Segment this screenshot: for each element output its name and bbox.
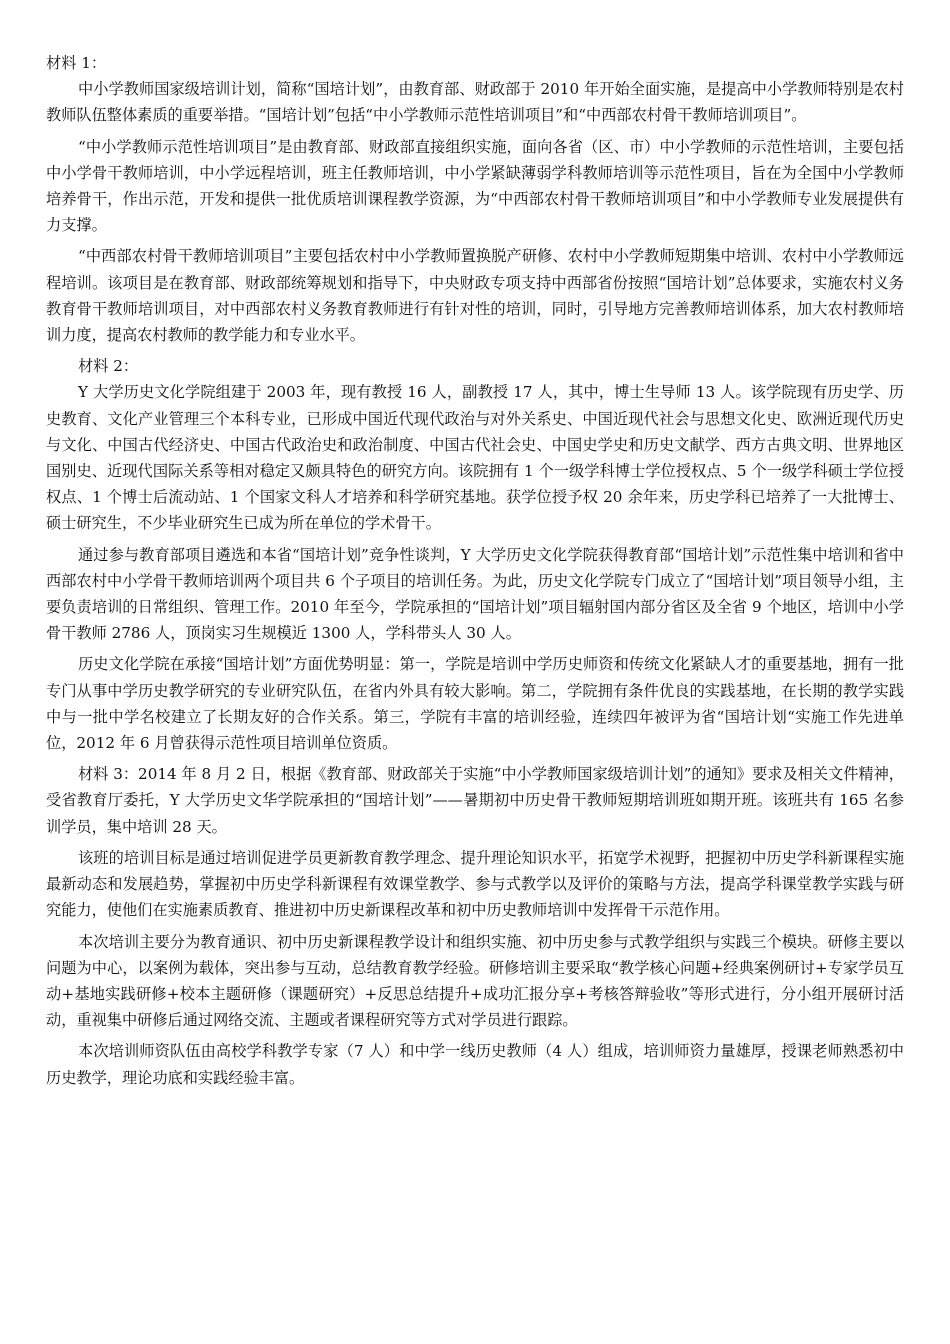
material-1-paragraph: “中西部农村骨干教师培训项目”主要包括农村中小学教师置换脱产研修、农村中小学教师短期集中培训、农村中小学教师远程培训。该项目是在教育部、财政部统筹规划和指导下，中央财政专项支持中西部省份按照“国培计划”总体要求，实施农村义务教育骨干教师培训项目，对中西部农村义务教育教师进行有针对性的培训，同时，引导地方完善教师培训体系，加大农村教师培训力度，提高农村教师的教学能力和专业水平。 — [46, 247, 904, 345]
material-1-paragraph: “中小学教师示范性培训项目”是由教育部、财政部直接组织实施，面向各省（区、市）中小学教师的示范性培训，主要包括中小学骨干教师培训，中小学远程培训，班主任教师培训，中小学紧缺薄弱学科教师培训等示范性项目，旨在为全国中小学教师培养骨干，作出示范，开发和提供一批优质培训课程教学资源，为“中西部农村骨干教师培训项目”和中小学教师专业发展提供有力支撑。 — [46, 137, 904, 235]
material-2-paragraph: 通过参与教育部项目遴选和本省“国培计划”竞争性谈判，Y 大学历史文化学院获得教育部“国培计划”示范性集中培训和省中西部农村中小学骨干教师培训两个项目共 6 个子项目的培训任务。为此，历史文化学院专门成立了“国培计划”项目领导小组，主要负责培训的日常组织、管理工作。2010 年至今，学院承担的“国培计划”项目辐射国内部分省区及全省 9 个地区，培训中小学骨干教师 2786 人，顶岗实习生规模近 1300 人，学科带头人 30 人。 — [46, 545, 904, 643]
material-3-paragraph: 材料 3：2014 年 8 月 2 日，根据《教育部、财政部关于实施“中小学教师国家级培训计划”的通知》要求及相关文件精神，受省教育厅委托，Y 大学历史文华学院承担的“国培计划”——暑期初中历史骨干教师短期培训班如期开班。该班共有 165 名参训学员，集中培训 28 天。 — [46, 765, 904, 836]
material-2-heading: 材料 2： — [78, 357, 139, 376]
material-3-paragraph: 本次培训主要分为教育通识、初中历史新课程教学设计和组织实施、初中历史参与式教学组织与实践三个模块。研修主要以问题为中心，以案例为载体，突出参与互动，总结教育教学经验。研修培训主要采取“教学核心问题+经典案例研讨+专家学员互动+基地实践研修+校本主题研修（课题研究）+反思总结提升+成功汇报分享+考核答辩验收”等形式进行，分小组开展研讨活动，重视集中研修后通过网络交流、主题或者课程研究等方式对学员进行跟踪。 — [46, 932, 904, 1030]
material-2-paragraph: 历史文化学院在承接“国培计划”方面优势明显：第一，学院是培训中学历史师资和传统文化紧缺人才的重要基地，拥有一批专门从事中学历史教学研究的专业研究队伍，在省内外具有较大影响。第二，学院拥有条件优良的实践基地，在长期的教学实践中与一批中学名校建立了长期友好的合作关系。第三，学院有丰富的培训经验，连续四年被评为省“国培计划“实施工作先进单位，2012 年 6 月曾获得示范性项目培训单位资质。 — [46, 655, 904, 753]
material-1-paragraph: 中小学教师国家级培训计划，简称“国培计划”，由教育部、财政部于 2010 年开始全面实施，是提高中小学教师特别是农村教师队伍整体素质的重要举措。“国培计划”包括“中小学教师示范性培训项目”和“中西部农村骨干教师培训项目”。 — [46, 80, 904, 125]
material-2-paragraph: Y 大学历史文化学院组建于 2003 年，现有教授 16 人，副教授 17 人，其中，博士生导师 13 人。该学院现有历史学、历史教育、文化产业管理三个本科专业，已形成中国近代现代政治与对外关系史、中国近现代社会与思想文化史、欧洲近现代历史与文化、中国古代经济史、中国古代政治史和政治制度、中国古代社会史、中国史学史和历史文献学、西方古典文明、世界地区国别史、近现代国际关系等相对稳定又颇具特色的研究方向。该院拥有 1 个一级学科博士学位授权点、5 个一级学科硕士学位授权点、1 个博士后流动站、1 个国家文科人才培养和科学研究基地。获学位授予权 20 余年来，历史学科已培养了一大批博士、硕士研究生，不少毕业研究生已成为所在单位的学术骨干。 — [46, 383, 904, 533]
material-1-heading: 材料 1： — [46, 54, 107, 72]
material-3-paragraph: 该班的培训目标是通过培训促进学员更新教育教学理念、提升理论知识水平，拓宽学术视野，把握初中历史学科新课程实施最新动态和发展趋势，掌握初中历史学科新课程有效课堂教学、参与式教学以及评价的策略与方法，提高学科课堂教学实践与研究能力，使他们在实施素质教育、推进初中历史新课程改革和初中历史教师培训中发挥骨干示范作用。 — [46, 848, 904, 920]
material-3-paragraph: 本次培训师资队伍由高校学科教学专家（7 人）和中学一线历史教师（4 人）组成，培训师资力量雄厚，授课老师熟悉初中历史教学，理论功底和实践经验丰富。 — [46, 1042, 904, 1087]
